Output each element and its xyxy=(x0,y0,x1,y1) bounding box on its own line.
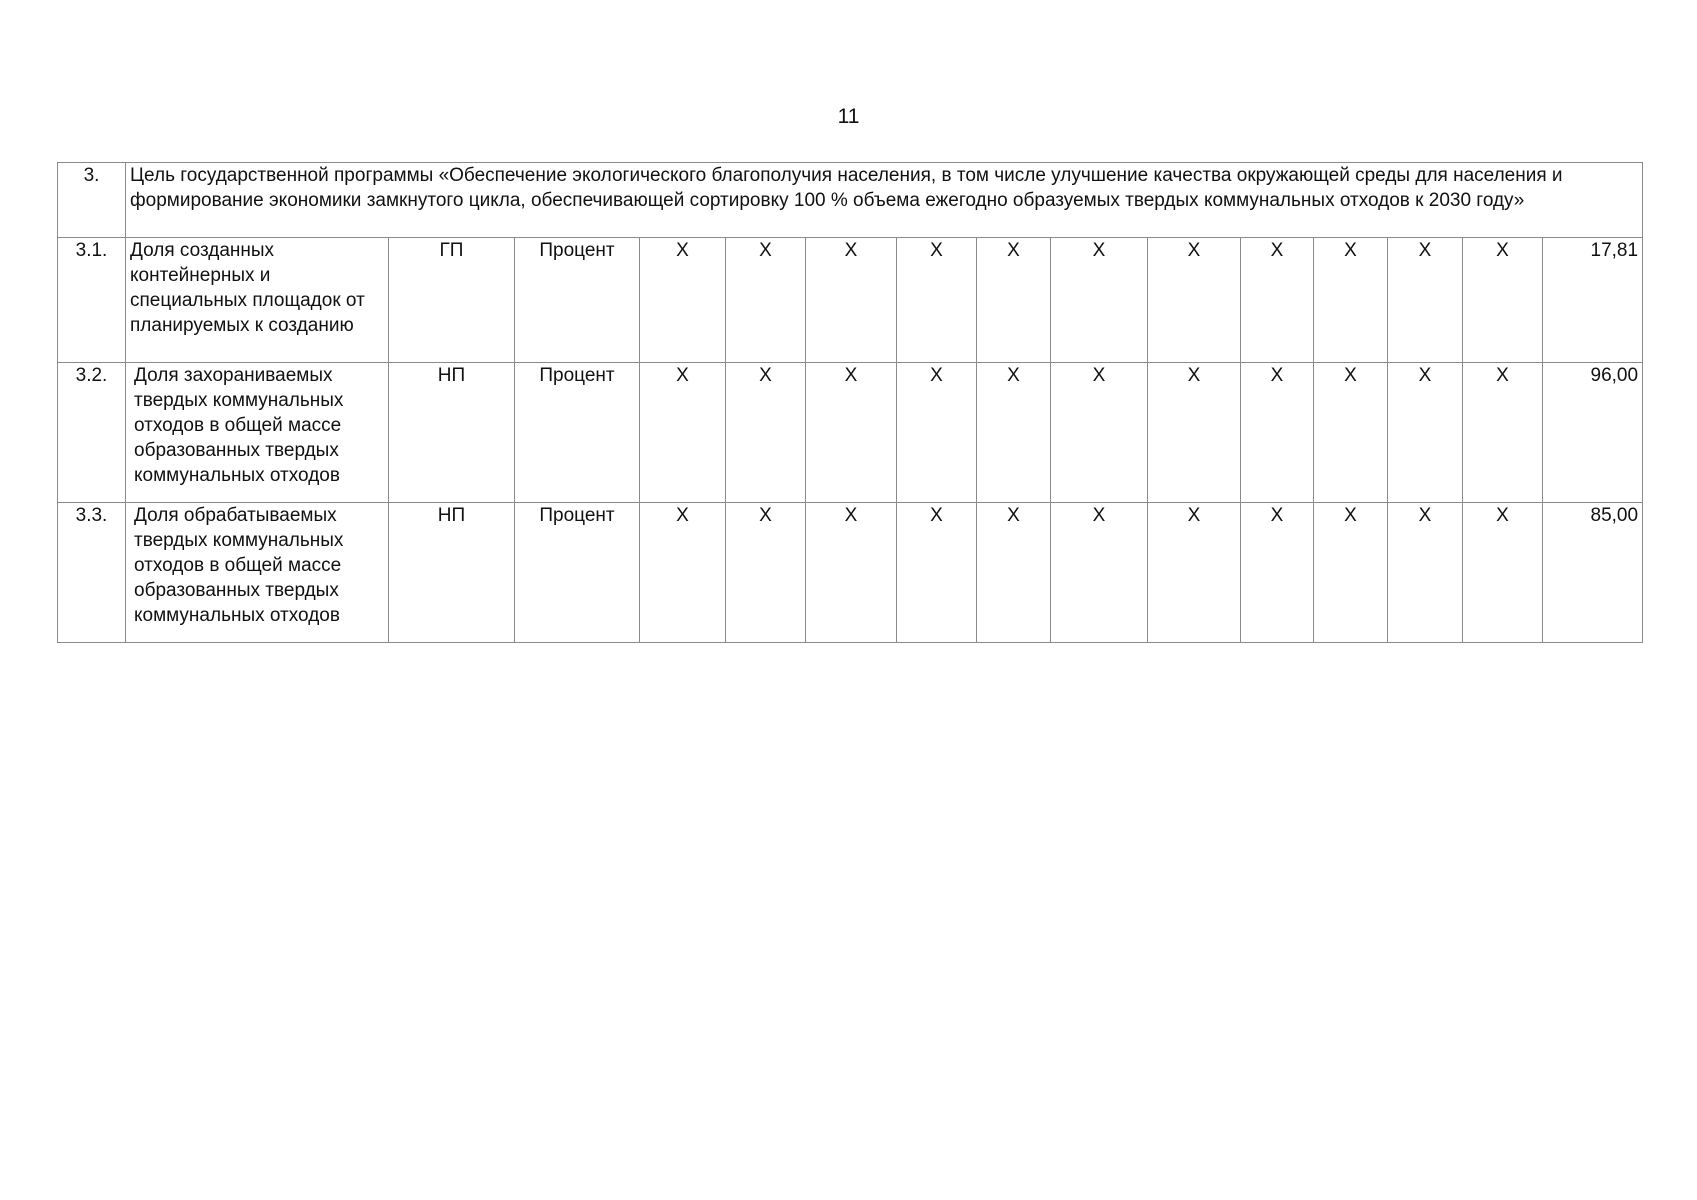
value-cell: X xyxy=(1148,238,1241,363)
value-cell: X xyxy=(1314,238,1388,363)
row-number: 3.1. xyxy=(58,238,126,363)
indicator-level: НП xyxy=(389,363,515,503)
value-cell: X xyxy=(977,238,1051,363)
value-cell: X xyxy=(1314,503,1388,643)
value-cell: X xyxy=(977,363,1051,503)
value-cell: X xyxy=(640,363,726,503)
value-cell: X xyxy=(1314,363,1388,503)
value-cell: X xyxy=(1241,363,1314,503)
value-cell: X xyxy=(1148,503,1241,643)
value-cell: X xyxy=(806,238,897,363)
indicator-unit: Процент xyxy=(515,238,640,363)
value-cell: X xyxy=(806,363,897,503)
target-value: 85,00 xyxy=(1543,503,1643,643)
goal-text: Цель государственной программы «Обеспечение экологического благополучия населения, в том числе улучшение качества окружающей среды для населения и формирование экономики замкнутого цикла, обеспечивающей сортировку 100 % объема ежегодно образуемых твердых коммунальных отходов к 2030 году» xyxy=(126,163,1643,238)
row-number: 3.3. xyxy=(58,503,126,643)
value-cell: X xyxy=(806,503,897,643)
value-cell: X xyxy=(1463,238,1543,363)
value-cell: X xyxy=(1463,503,1543,643)
value-cell: X xyxy=(1051,238,1148,363)
section-number: 3. xyxy=(58,163,126,238)
indicator-name: Доля созданных контейнерных и специальных площадок от планируемых к созданию xyxy=(126,238,389,363)
table-row xyxy=(58,363,1643,503)
value-cell: X xyxy=(726,363,806,503)
indicator-level: ГП xyxy=(389,238,515,363)
table-row xyxy=(58,503,1643,643)
value-cell: X xyxy=(640,503,726,643)
goal-row xyxy=(58,163,1643,238)
value-cell: X xyxy=(1241,503,1314,643)
value-cell: X xyxy=(726,503,806,643)
value-cell: X xyxy=(726,238,806,363)
value-cell: X xyxy=(1241,238,1314,363)
value-cell: X xyxy=(1051,503,1148,643)
indicators-table xyxy=(57,162,1643,643)
value-cell: X xyxy=(1051,363,1148,503)
value-cell: X xyxy=(1463,363,1543,503)
indicator-unit: Процент xyxy=(515,503,640,643)
value-cell: X xyxy=(897,363,977,503)
indicator-name: Доля захораниваемых твердых коммунальных отходов в общей массе образованных твердых коммунальных отходов xyxy=(126,363,389,503)
value-cell: X xyxy=(897,503,977,643)
value-cell: X xyxy=(1388,503,1463,643)
target-value: 17,81 xyxy=(1543,238,1643,363)
indicator-level: НП xyxy=(389,503,515,643)
value-cell: X xyxy=(640,238,726,363)
value-cell: X xyxy=(977,503,1051,643)
indicator-name: Доля обрабатываемых твердых коммунальных отходов в общей массе образованных твердых коммунальных отходов xyxy=(126,503,389,643)
value-cell: X xyxy=(1388,363,1463,503)
indicator-unit: Процент xyxy=(515,363,640,503)
target-value: 96,00 xyxy=(1543,363,1643,503)
value-cell: X xyxy=(1148,363,1241,503)
table-row xyxy=(58,238,1643,363)
row-number: 3.2. xyxy=(58,363,126,503)
value-cell: X xyxy=(1388,238,1463,363)
page-number: 11 xyxy=(837,105,860,128)
value-cell: X xyxy=(897,238,977,363)
